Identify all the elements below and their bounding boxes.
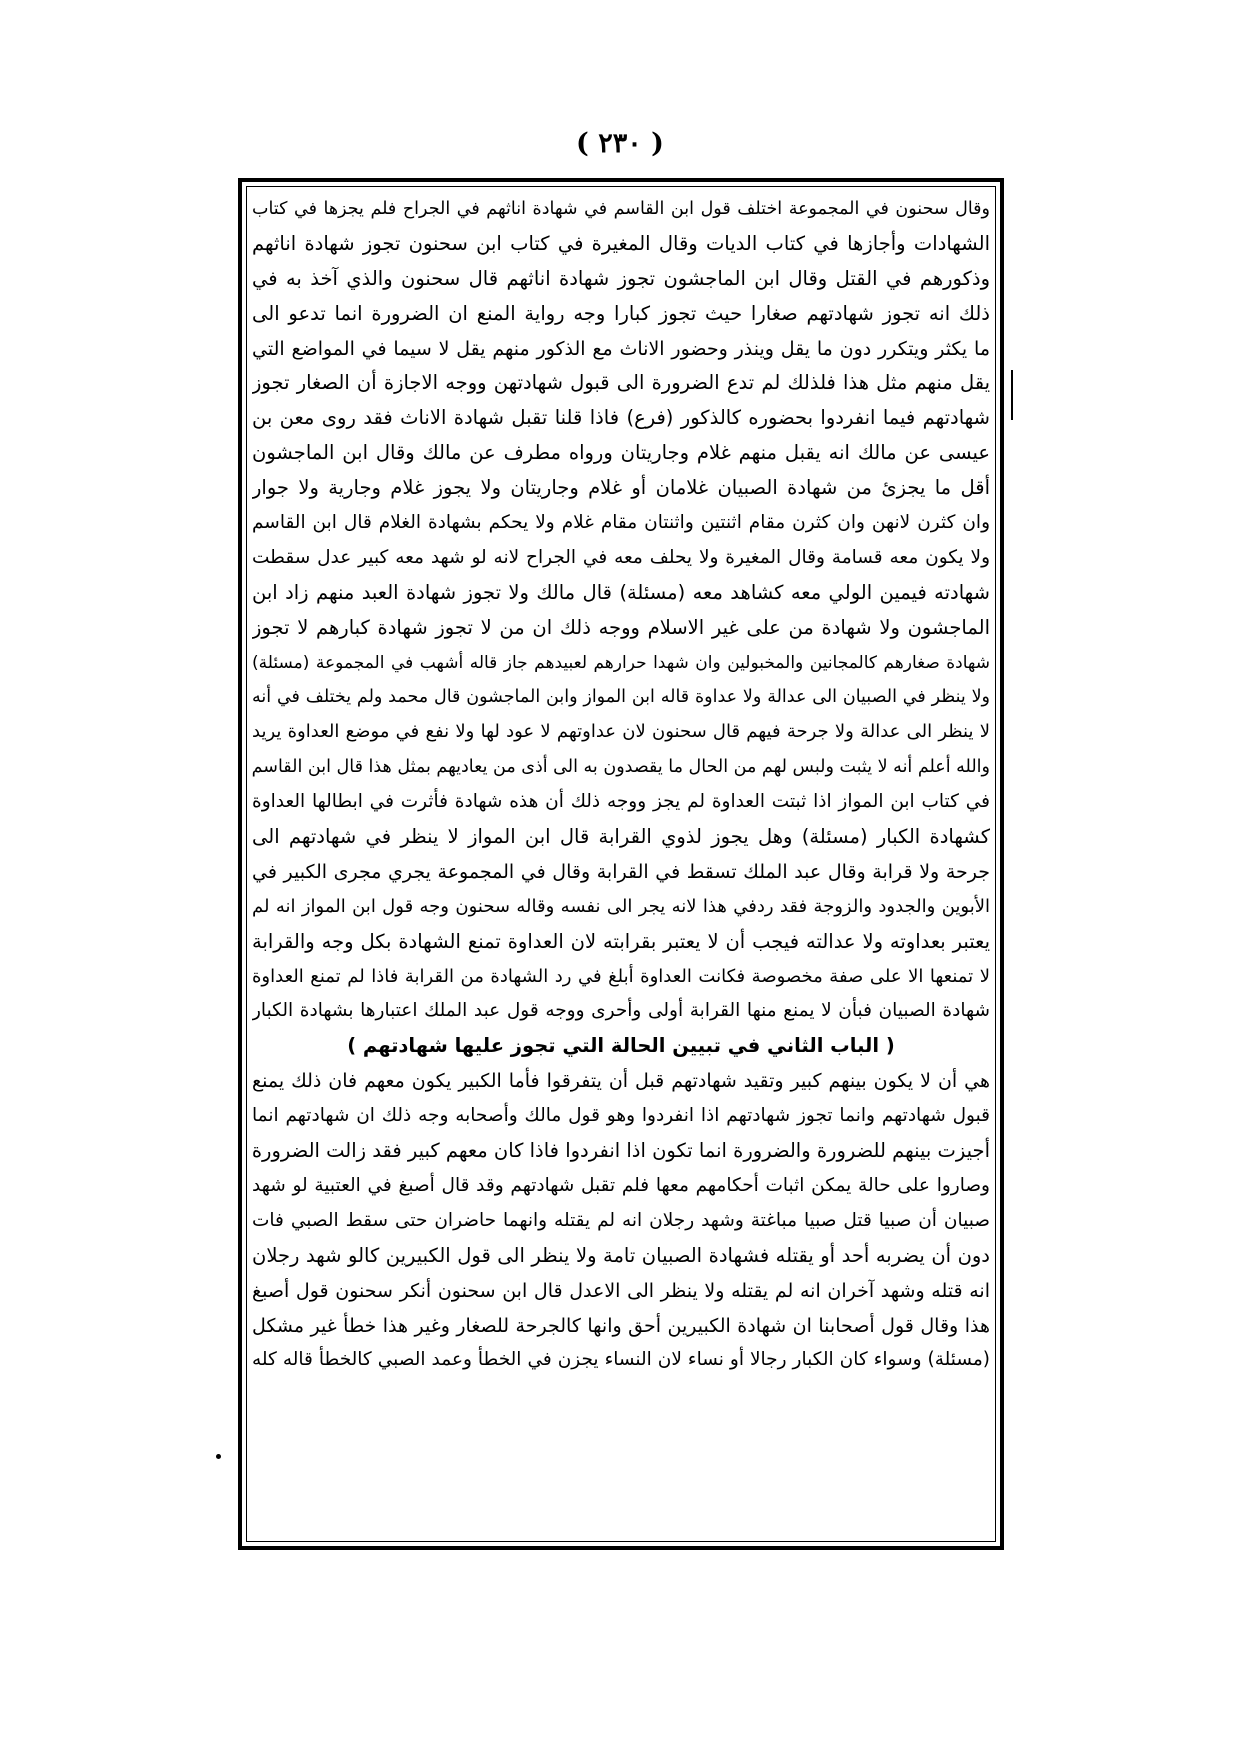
text-line: أقل ما يجزئ من شهادة الصبيان غلامان أو غلام وجاريتان ولا يجوز غلام وجارية ولا جوار [252, 476, 990, 500]
main-text [252, 192, 990, 1538]
text-line: لا ينظر الى عدالة ولا جرحة فيهم قال سحنون لان عداوتهم لا عود لها ولا نفع في موضع العداوة يريد [252, 721, 990, 743]
chapter-heading: ( الباب الثاني في تبيين الحالة التي تجوز عليها شهادتهم ) [347, 1034, 895, 1058]
text-line: شهادة الصبيان فبأن لا يمنع منها القرابة أولى وأحرى ووجه قول عبد الملك اعتبارها بشهادة الكبار [252, 1000, 990, 1022]
text-line: يقل منهم مثل هذا فلذلك لم تدع الضرورة الى قبول شهادتهن ووجه الاجازة أن الصغار تجوز [252, 371, 990, 395]
text-line: الماجشون ولا شهادة من على غير الاسلام ووجه ذلك ان من لا تجوز شهادة كبارهم لا تجوز [252, 615, 990, 639]
margin-dot [216, 1454, 221, 1459]
text-line: هذا وقال قول أصحابنا ان شهادة الكبيرين أحق وانها كالجرحة للصغار وغير هذا خطأ غير مشكل [252, 1314, 990, 1337]
text-line: في كتاب ابن المواز اذا ثبتت العداوة لم يجز ووجه ذلك أن هذه شهادة فأثرت في ابطالها العداوة [252, 791, 990, 813]
text-line: وقال سحنون في المجموعة اختلف قول ابن القاسم في شهادة اناثهم في الجراح فلم يجزها في كتاب [252, 199, 990, 219]
text-line: انه قتله وشهد آخران انه لم يقتله ولا ينظر الى الاعدل قال ابن سحنون أنكر سحنون قول أصبغ [252, 1279, 990, 1302]
text-line: ذلك انه تجوز شهادتهم صغارا حيث تجوز كبارا وجه رواية المنع ان الضرورة انما تدعو الى [252, 301, 990, 325]
text-line: شهادته فيمين الولي معه كشاهد معه (مسئلة) قال مالك ولا تجوز شهادة العبد منهم زاد ابن [252, 580, 990, 604]
text-line: ولا يكون معه قسامة وقال المغيرة ولا يحلف معه في الجراح لانه لو شهد معه كبير عدل سقطت [252, 546, 990, 568]
text-line: الشهادات وأجازها في كتاب الديات وقال المغيرة في كتاب ابن سحنون تجوز شهادة اناثهم [252, 231, 990, 255]
text-line: (مسئلة) وسواء كان الكبار رجالا أو نساء لان النساء يجزن في الخطأ وعمد الصبي كالخطأ قاله كله [252, 1349, 990, 1371]
text-line: دون أن يضربه أحد أو يقتله فشهادة الصبيان تامة ولا ينظر الى قول الكبيرين كالو شهد رجلان [252, 1243, 990, 1267]
text-line: وذكورهم في القتل وقال ابن الماجشون تجوز شهادة اناثهم قال سحنون والذي آخذ به في [252, 266, 990, 290]
margin-mark [1011, 370, 1013, 420]
text-line: صبيان أن صبيا قتل صبيا مباغتة وشهد رجلان انه لم يقتله وانهما حاضران حتى سقط الصبي فات [252, 1209, 990, 1231]
text-line: ولا ينظر في الصبيان الى عدالة ولا عداوة قاله ابن المواز وابن الماجشون قال محمد ولم يختلف في أنه [252, 687, 990, 708]
text-line: هي أن لا يكون بينهم كبير وتقيد شهادتهم قبل أن يتفرقوا فأما الكبير يكون معهم فان ذلك يمنع [252, 1070, 990, 1093]
text-line: شهادتهم فيما انفردوا بحضوره كالذكور (فرع) فاذا قلنا تقبل شهادة الاناث فقد روى معن بن [252, 406, 990, 430]
text-line: وان كثرن لانهن وان كثرن مقام اثنتين واثنتان مقام غلام ولا يحكم بشهادة الغلام قال ابن القاسم [252, 512, 990, 534]
text-line: وصاروا على حالة يمكن اثبات أحكامهم معها فلم تقبل شهادتهم وقد قال أصبغ في العتبية لو شهد [252, 1174, 990, 1196]
text-line: يعتبر بعداوته ولا عدالته فيجب أن لا يعتبر بقرابته لان العداوة تمنع الشهادة بكل وجه والقرابة [252, 929, 990, 953]
text-line: عيسى عن مالك انه يقبل منهم غلام وجاريتان ورواه مطرف عن مالك وقال ابن الماجشون [252, 441, 990, 465]
text-line: لا تمنعها الا على صفة مخصوصة فكانت العداوة أبلغ في رد الشهادة من القرابة فاذا لم تمنع العداوة [252, 965, 990, 987]
text-line: أجيزت بينهم للضرورة والضرورة انما تكون اذا انفردوا فاذا كان معهم كبير فقد زالت الضرورة [252, 1139, 990, 1163]
text-line: الأبوين والجدود والزوجة فقد ردفي هذا لانه يجر الى نفسه وقاله سحنون وجه قول ابن المواز انه لم [252, 895, 990, 917]
text-line: ما يكثر ويتكرر دون ما يقل وينذر وحضور الاناث مع الذكور منهم يقل لا سيما في المواضع التي [252, 337, 990, 360]
text-line: جرحة ولا قرابة وقال عبد الملك تسقط في القرابة وقال في المجموعة يجري مجرى الكبير في [252, 860, 990, 883]
text-line: شهادة صغارهم كالمجانين والمخبولين وان شهدا حرارهم لعبيدهم جاز قاله أشهب في المجموعة (مسئلة) [252, 652, 990, 673]
text-line: قبول شهادتهم وانما تجوز شهادتهم اذا انفردوا وهو قول مالك وأصحابه وجه ذلك ان شهادتهم انما [252, 1105, 990, 1127]
text-line: كشهادة الكبار (مسئلة) وهل يجوز لذوي القرابة قال ابن المواز لا ينظر في شهادتهم الى [252, 825, 990, 849]
page-number: ( ٢٣٠ ) [576, 128, 664, 159]
text-line: والله أعلم أنه لا يثبت ولبس لهم من الحال ما يقصدون به الى أذى من يعاديهم بمثل هذا قال ابن القاسم [252, 757, 990, 778]
